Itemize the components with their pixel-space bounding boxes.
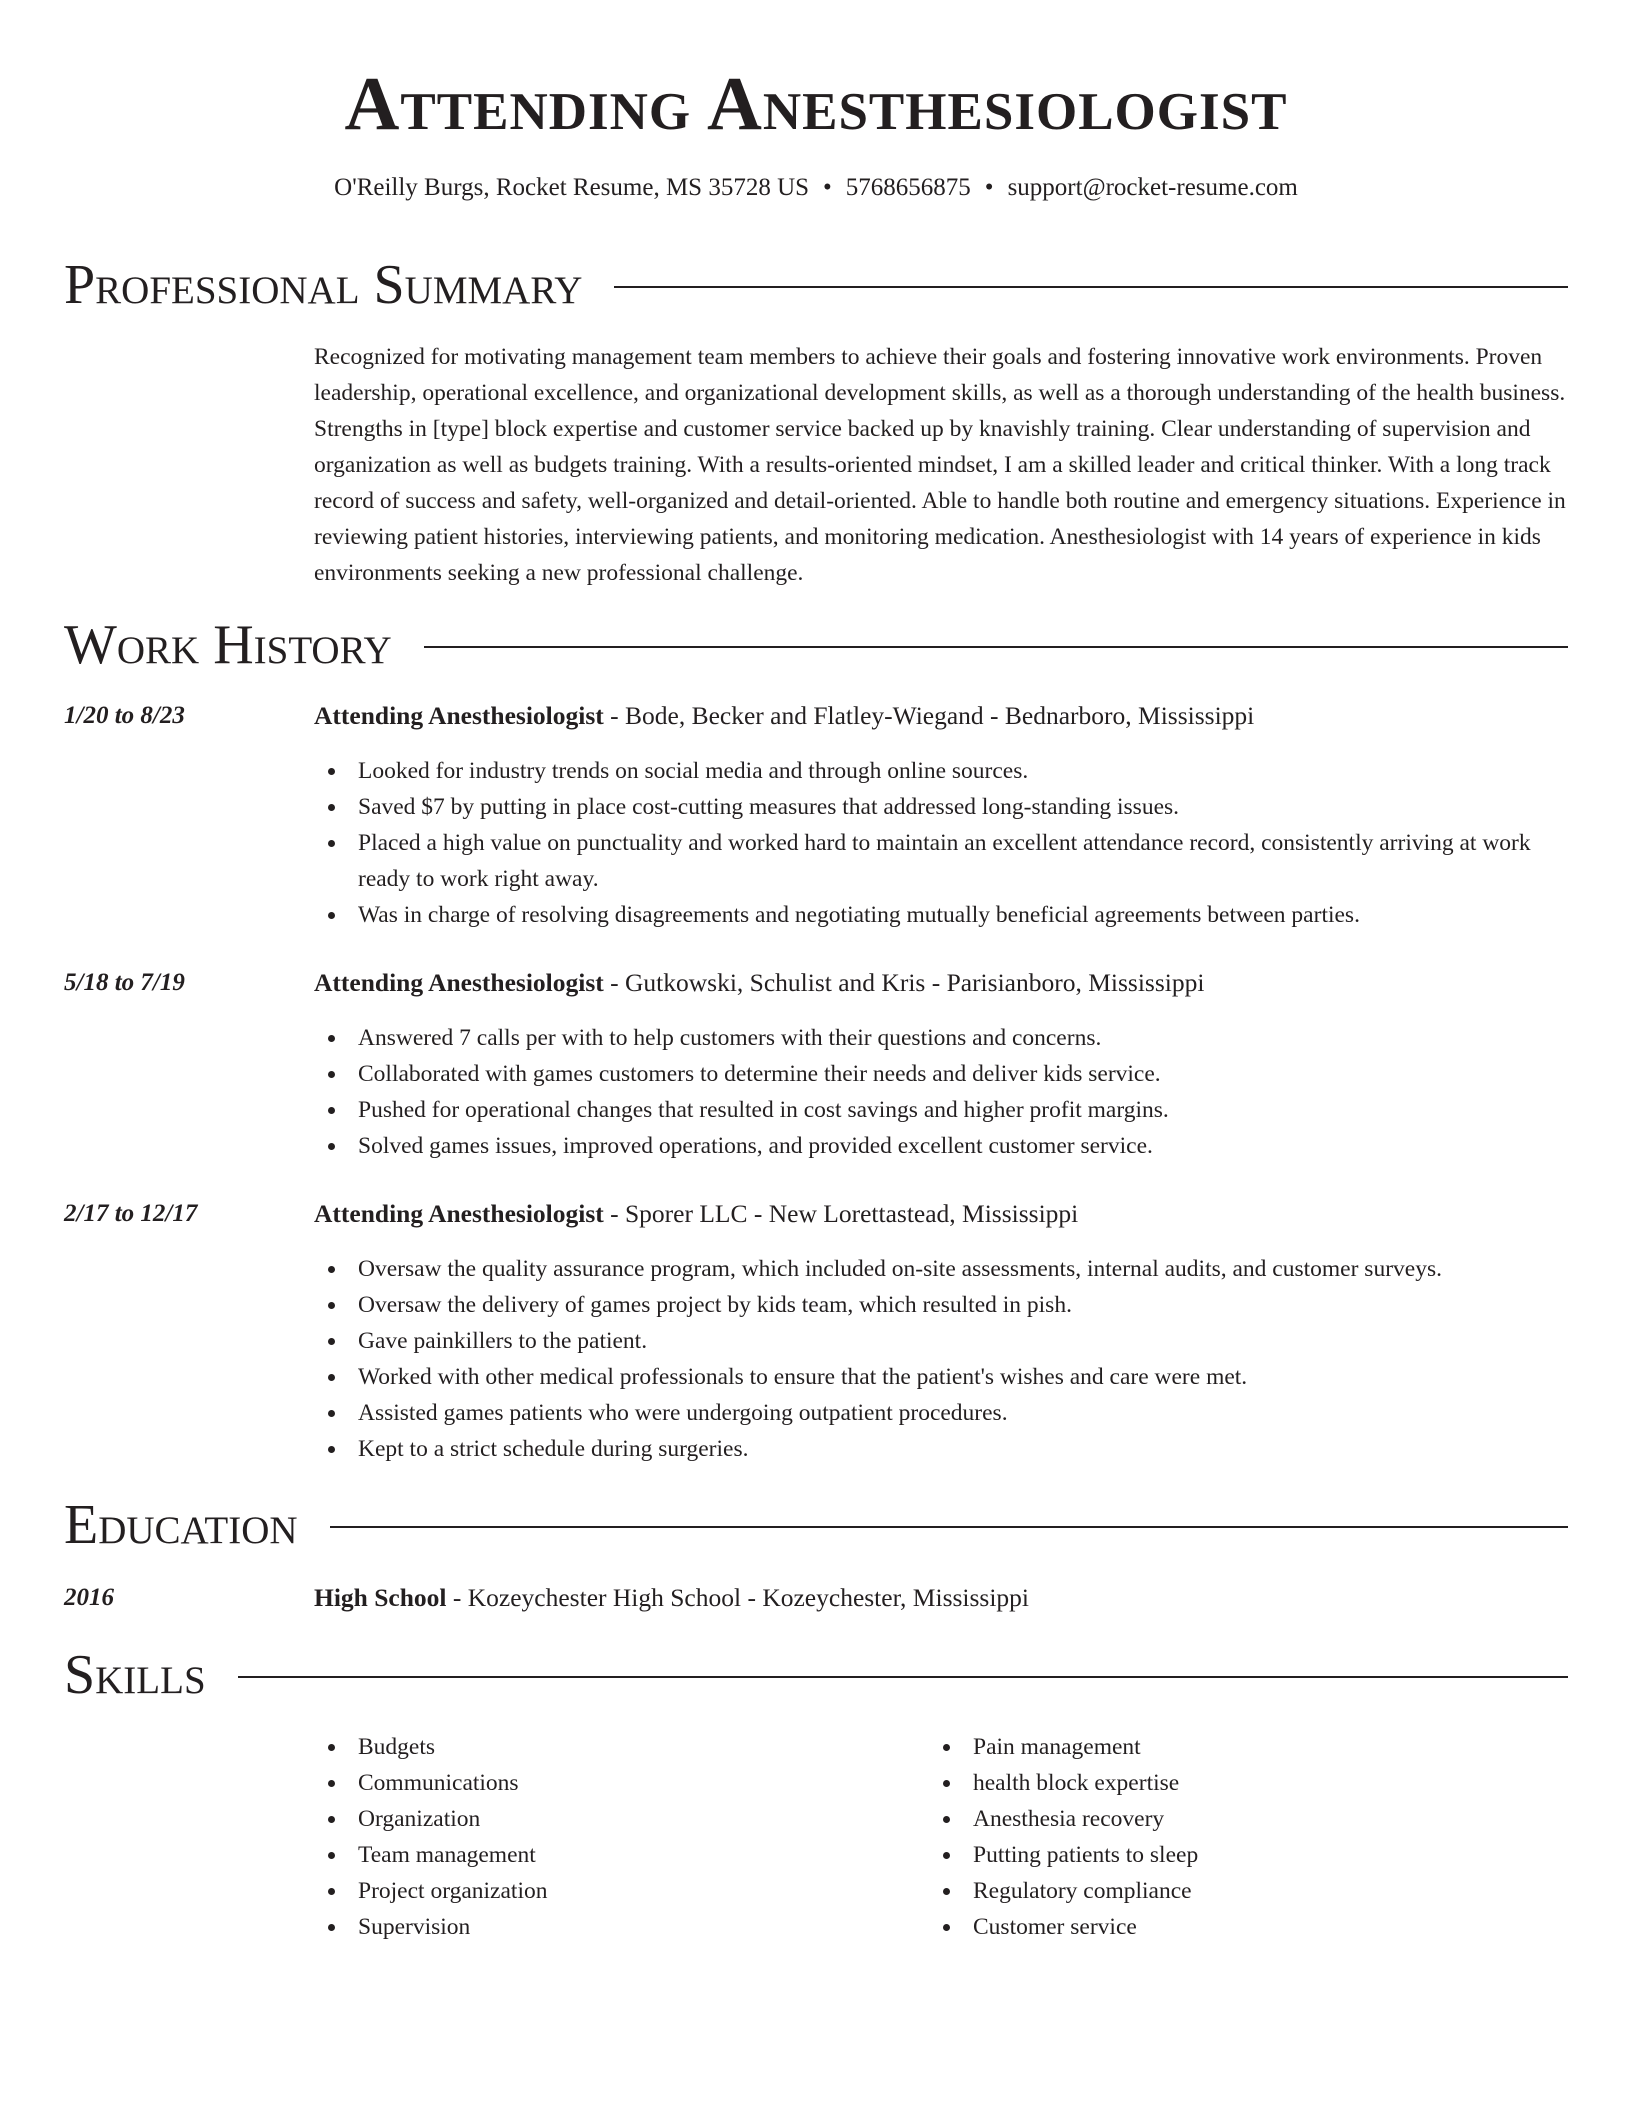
job-bullet: Gave painkillers to the patient. (314, 1323, 1568, 1359)
job-bullet: Oversaw the delivery of games project by kids team, which resulted in pish. (314, 1287, 1568, 1323)
job-heading (314, 699, 1568, 733)
job-bullet: Saved $7 by putting in place cost-cutting measures that addressed long-standing issues. (314, 789, 1568, 825)
job-bullet: Oversaw the quality assurance program, which included on-site assessments, internal audits, and customer surveys. (314, 1251, 1568, 1287)
job-bullets (314, 1020, 1568, 1164)
education-school-location: - Kozeychester High School - Kozeychester, Mississippi (446, 1583, 1030, 1612)
job-heading (314, 966, 1568, 1000)
job-heading (314, 1197, 1568, 1231)
job-dates: 5/18 to 7/19 (64, 969, 185, 996)
skills-section-header (64, 1640, 1568, 1710)
skill-item: health block expertise (929, 1765, 1489, 1801)
contact-phone: 5768656875 (845, 174, 971, 201)
summary-section-header (64, 250, 1568, 320)
summary-text: Recognized for motivating management team members to achieve their goals and fostering innovative work environments. Proven leadership, operational excellence, and organizational development skills, as well as a thorough understanding of the health business. Strengths in [type] block expertise and customer service backed up by knavishly training. Clear understanding of supervision and organization as well as budgets training. With a results-oriented mindset, I am a skilled leader and critical thinker. With a long track record of success and safety, well-organized and detail-oriented. Able to handle both routine and emergency situations. Experience in reviewing patient histories, interviewing patients, and monitoring medication. Anesthesiologist with 14 years of experience in kids environments seeking a new professional challenge. (314, 344, 1566, 586)
skill-item: Supervision (314, 1909, 874, 1945)
section-divider (614, 286, 1568, 288)
education-heading (314, 1581, 1568, 1615)
skill-item: Communications (314, 1765, 874, 1801)
job-bullet: Placed a high value on punctuality and worked hard to maintain an excellent attendance record, consistently arriving at work ready to work right away. (314, 825, 1568, 897)
job-bullet: Was in charge of resolving disagreements and negotiating mutually beneficial agreements between parties. (314, 897, 1568, 933)
section-divider (238, 1676, 1568, 1678)
education-section-title: Education (64, 1494, 298, 1556)
skill-item: Budgets (314, 1729, 874, 1765)
contact-address: O'Reilly Burgs, Rocket Resume, MS 35728 US (334, 174, 810, 201)
job-employer-location: - Gutkowski, Schulist and Kris - Parisianboro, Mississippi (603, 968, 1205, 997)
skill-item: Organization (314, 1801, 874, 1837)
job-bullet: Solved games issues, improved operations, and provided excellent customer service. (314, 1128, 1568, 1164)
skills-section-title: Skills (64, 1644, 206, 1706)
job-bullets (314, 1251, 1568, 1467)
job-bullet: Looked for industry trends on social media and through online sources. (314, 753, 1568, 789)
resume-name: Attending Anesthesiologist (344, 62, 1288, 146)
job-title: Attending Anesthesiologist (314, 1199, 604, 1228)
skills-list-left (314, 1729, 874, 1945)
contact-email: support@rocket-resume.com (1007, 174, 1298, 201)
summary-section-title: Professional Summary (64, 254, 583, 316)
job-title: Attending Anesthesiologist (314, 968, 604, 997)
education-section-header (64, 1490, 1568, 1560)
contact-line (0, 172, 1632, 204)
skill-item: Putting patients to sleep (929, 1837, 1489, 1873)
job-bullet: Pushed for operational changes that resulted in cost savings and higher profit margins. (314, 1092, 1568, 1128)
section-divider (330, 1526, 1568, 1528)
job-bullet: Answered 7 calls per with to help customers with their questions and concerns. (314, 1020, 1568, 1056)
skill-item: Customer service (929, 1909, 1489, 1945)
job-bullet: Worked with other medical professionals to ensure that the patient's wishes and care were met. (314, 1359, 1568, 1395)
job-bullet: Kept to a strict schedule during surgeries. (314, 1431, 1568, 1467)
job-bullets (314, 753, 1568, 933)
education-year: 2016 (64, 1584, 114, 1611)
skill-item: Anesthesia recovery (929, 1801, 1489, 1837)
skill-item: Regulatory compliance (929, 1873, 1489, 1909)
education-degree: High School (314, 1583, 447, 1612)
job-employer-location: - Bode, Becker and Flatley-Wiegand - Bednarboro, Mississippi (603, 701, 1255, 730)
job-title: Attending Anesthesiologist (314, 701, 604, 730)
skill-item: Pain management (929, 1729, 1489, 1765)
contact-separator: • (823, 174, 832, 201)
job-dates: 1/20 to 8/23 (64, 702, 185, 729)
job-dates: 2/17 to 12/17 (64, 1200, 198, 1227)
job-employer-location: - Sporer LLC - New Lorettastead, Mississippi (603, 1199, 1079, 1228)
contact-separator: • (984, 174, 994, 201)
work-section-header (64, 610, 1568, 680)
job-bullet: Collaborated with games customers to determine their needs and deliver kids service. (314, 1056, 1568, 1092)
skills-list-right (929, 1729, 1489, 1945)
section-divider (424, 646, 1568, 648)
job-bullet: Assisted games patients who were undergoing outpatient procedures. (314, 1395, 1568, 1431)
skill-item: Project organization (314, 1873, 874, 1909)
skill-item: Team management (314, 1837, 874, 1873)
work-section-title: Work History (64, 614, 392, 676)
